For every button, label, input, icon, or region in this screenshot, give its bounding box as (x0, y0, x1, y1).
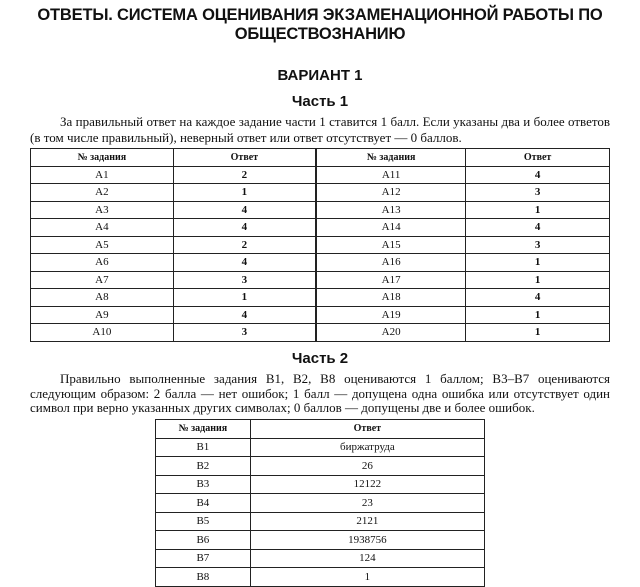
table-row (31, 201, 610, 219)
answer-value: 3 (173, 324, 316, 342)
page-title: ОТВЕТЫ. СИСТЕМА ОЦЕНИВАНИЯ ЭКЗАМЕНАЦИОННОЙ РАБОТЫ ПО ОБЩЕСТВОЗНАНИЮ (37, 6, 603, 43)
column-header: № задания (316, 149, 466, 167)
answer-value: 1 (466, 271, 610, 289)
task-number: A1 (31, 166, 174, 184)
answer-value: 3 (466, 184, 610, 202)
task-number: B7 (156, 549, 251, 568)
task-number: A18 (316, 289, 466, 307)
column-header: Ответ (250, 420, 484, 439)
answer-value: 1 (250, 568, 484, 587)
part1-heading: Часть 1 (291, 93, 349, 110)
column-header: Ответ (466, 149, 610, 167)
task-number: A5 (31, 236, 174, 254)
task-number: A11 (316, 166, 466, 184)
answer-value: 4 (173, 306, 316, 324)
answer-value: биржатруда (250, 438, 484, 457)
task-number: A13 (316, 201, 466, 219)
table-row (156, 549, 485, 568)
answer-value: 1 (466, 324, 610, 342)
answer-value: 4 (466, 219, 610, 237)
table-row (31, 254, 610, 272)
part1-instructions: За правильный ответ на каждое задание части 1 ставится 1 балл. Если указаны два и более ответов (в том числе правильный), неверный ответ или ответ отсутствует — 0 баллов. (30, 114, 610, 145)
answer-value: 4 (466, 289, 610, 307)
table-row (31, 236, 610, 254)
answer-value: 1 (466, 254, 610, 272)
answer-value: 26 (250, 457, 484, 476)
task-number: A20 (316, 324, 466, 342)
table-row (31, 271, 610, 289)
task-number: B2 (156, 457, 251, 476)
table-row (156, 568, 485, 587)
column-header: Ответ (173, 149, 316, 167)
answer-value: 1 (466, 306, 610, 324)
task-number: A6 (31, 254, 174, 272)
task-number: A14 (316, 219, 466, 237)
answer-value: 23 (250, 494, 484, 513)
table-row (31, 166, 610, 184)
answer-value: 4 (173, 254, 316, 272)
task-number: B3 (156, 475, 251, 494)
answer-value: 1938756 (250, 531, 484, 550)
answer-value: 3 (173, 271, 316, 289)
task-number: A12 (316, 184, 466, 202)
task-number: A10 (31, 324, 174, 342)
answer-value: 4 (173, 201, 316, 219)
task-number: A19 (316, 306, 466, 324)
task-number: A16 (316, 254, 466, 272)
task-number: B6 (156, 531, 251, 550)
task-number: A15 (316, 236, 466, 254)
table-header-row (156, 420, 485, 439)
task-number: A9 (31, 306, 174, 324)
table-row (156, 531, 485, 550)
answer-value: 3 (466, 236, 610, 254)
part1-answers-table (30, 148, 610, 342)
answer-value: 2 (173, 166, 316, 184)
table-row (156, 438, 485, 457)
table-row (31, 219, 610, 237)
column-header: № задания (31, 149, 174, 167)
task-number: A8 (31, 289, 174, 307)
table-row (31, 306, 610, 324)
part2-answers-table (155, 419, 485, 587)
table-header-row (31, 149, 610, 167)
answer-value: 12122 (250, 475, 484, 494)
answer-value: 2 (173, 236, 316, 254)
answer-value: 1 (466, 201, 610, 219)
task-number: B8 (156, 568, 251, 587)
task-number: A4 (31, 219, 174, 237)
task-number: B4 (156, 494, 251, 513)
answer-value: 2121 (250, 512, 484, 531)
table-row (31, 184, 610, 202)
table-row (31, 324, 610, 342)
task-number: B5 (156, 512, 251, 531)
answer-value: 1 (173, 289, 316, 307)
answer-value: 124 (250, 549, 484, 568)
task-number: A17 (316, 271, 466, 289)
table-row (156, 457, 485, 476)
task-number: A2 (31, 184, 174, 202)
variant-heading: ВАРИАНТ 1 (277, 67, 363, 84)
answer-value: 1 (173, 184, 316, 202)
part2-heading: Часть 2 (291, 350, 349, 367)
answer-value: 4 (173, 219, 316, 237)
table-row (156, 494, 485, 513)
task-number: B1 (156, 438, 251, 457)
table-row (31, 289, 610, 307)
task-number: A3 (31, 201, 174, 219)
table-row (156, 475, 485, 494)
table-row (156, 512, 485, 531)
answer-value: 4 (466, 166, 610, 184)
task-number: A7 (31, 271, 174, 289)
part2-instructions: Правильно выполненные задания B1, B2, B8 оцениваются 1 баллом; B3–B7 оцениваются следующим образом: 2 балла — нет ошибок; 1 балл — допущена одна ошибка или отсутствует один символ при верно указанных других символах; 0 баллов — допущены две и более ошибок. (30, 371, 610, 415)
column-header: № задания (156, 420, 251, 439)
